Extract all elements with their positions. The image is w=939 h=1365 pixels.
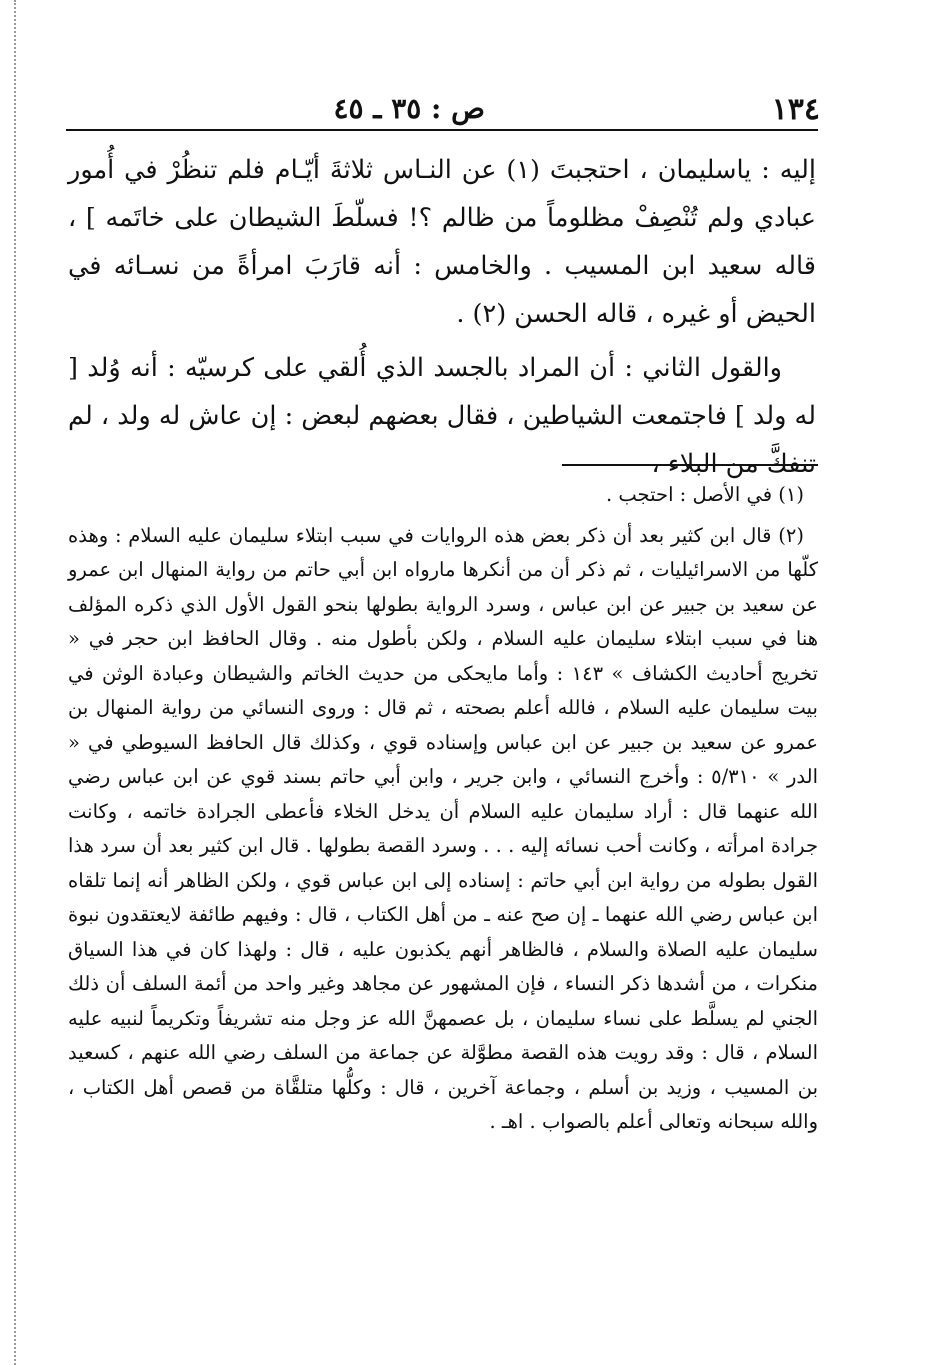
section-reference: ص : ٣٥ ـ ٤٥ [333, 92, 485, 125]
footnote-divider [562, 464, 818, 466]
footnote-1: (١) في الأصل : احتجب . [606, 483, 804, 506]
footnote-2: (٢) قال ابن كثير بعد أن ذكر بعض هذه الروايات في سبب ابتلاء سليمان عليه السلام : وهذه كلّها من الاسرائيليات ، ثم ذكر أن من أنكرها مارواه ابن أبي حاتم من رواية المنهال ابن عمرو عن سعيد بن جبير عن ابن عباس ، وسرد الرواية بطولها بنحو القول الأول الذي ذكره المؤلف هنا في سبب ابتلاء سليمان عليه السلام ، ولكن بأطول منه . وقال الحافظ ابن حجر في « تخريج أحاديث الكشاف » ١٤٣ : وأما مايحكى من حديث الخاتم والشيطان وعبادة الوثن في بيت سليمان عليه السلام ، فالله أعلم بصحته ، ثم قال : وروى النسائي من رواية المنهال بن عمرو عن سعيد بن جبير عن ابن عباس وإسناده قوي ، وكذلك قال الحافظ السيوطي في « الدر » ٥/٣١٠ : وأخرج النسائي ، وابن جرير ، وابن أبي حاتم بسند قوي عن ابن عباس رضي الله عنهما قال : أراد سليمان عليه السلام أن يدخل الخلاء فأعطى الجرادة خاتمه ، وكانت جرادة امرأته ، وكانت أحب نسائه إليه . . . وسرد القصة بطولها . قال ابن كثير بعد أن سرد هذا القول بطوله من رواية ابن أبي حاتم : إسناده إلى ابن عباس قوي ، ولكن الظاهر أنه إنما تلقاه ابن عباس رضي الله عنهما ـ إن صح عنه ـ من أهل الكتاب ، قال : وفيهم طائفة لايعتقدون نبوة سليمان عليه الصلاة والسلام ، فالظاهر أنهم يكذبون عليه ، قال : ولهذا كان في هذا السياق منكرات ، من أشدها ذكر النساء ، فإن المشهور عن مجاهد وغير واحد من أئمة السلف أن ذلك الجني لم يسلَّط على نساء سليمان ، بل عصمهنَّ الله عز وجل منه تشريفاً وتكريماً لنبيه عليه السلام ، قال : وقد رويت هذه القصة مطوَّلة عن جماعة من السلف رضي الله عنهم ، كسعيد بن المسيب ، وزيد بن أسلم ، وجماعة آخرين ، قال : وكلُّها متلقَّاة من قصص أهل الكتاب ، والله سبحانه وتعالى أعلم بالصواب . اهـ . [68, 523, 818, 1133]
header-divider [66, 129, 818, 131]
main-text [68, 146, 816, 488]
page-number: ١٣٤ [771, 92, 820, 127]
page-header [80, 92, 820, 128]
scan-edge-dots [14, 0, 16, 1365]
footnotes [68, 478, 818, 1140]
main-paragraph-1: إليه : ياسليمان ، احتجبتَ (١) عن النـاس ثلاثةَ أيّـام فلم تنظُرْ في أُمور عبادي ولم تُنْصِفْ مظلوماً من ظالم ؟! فسلّطَ الشيطان على خاتَمه ] ، قاله سعيد ابن المسيب . والخامس : أنه قارَبَ امرأةً من نسـائه في الحيض أو غيره ، قاله الحسن (٢) . [68, 155, 816, 329]
main-paragraph-2: والقول الثاني : أن المراد بالجسد الذي أُلقي على كرسيّه : أنه وُلد [ له ولد ] فاجتمعت الشياطين ، فقال بعضهم لبعض : إن عاش له ولد ، لم تنفكَّ من البلاء ، [68, 353, 816, 479]
